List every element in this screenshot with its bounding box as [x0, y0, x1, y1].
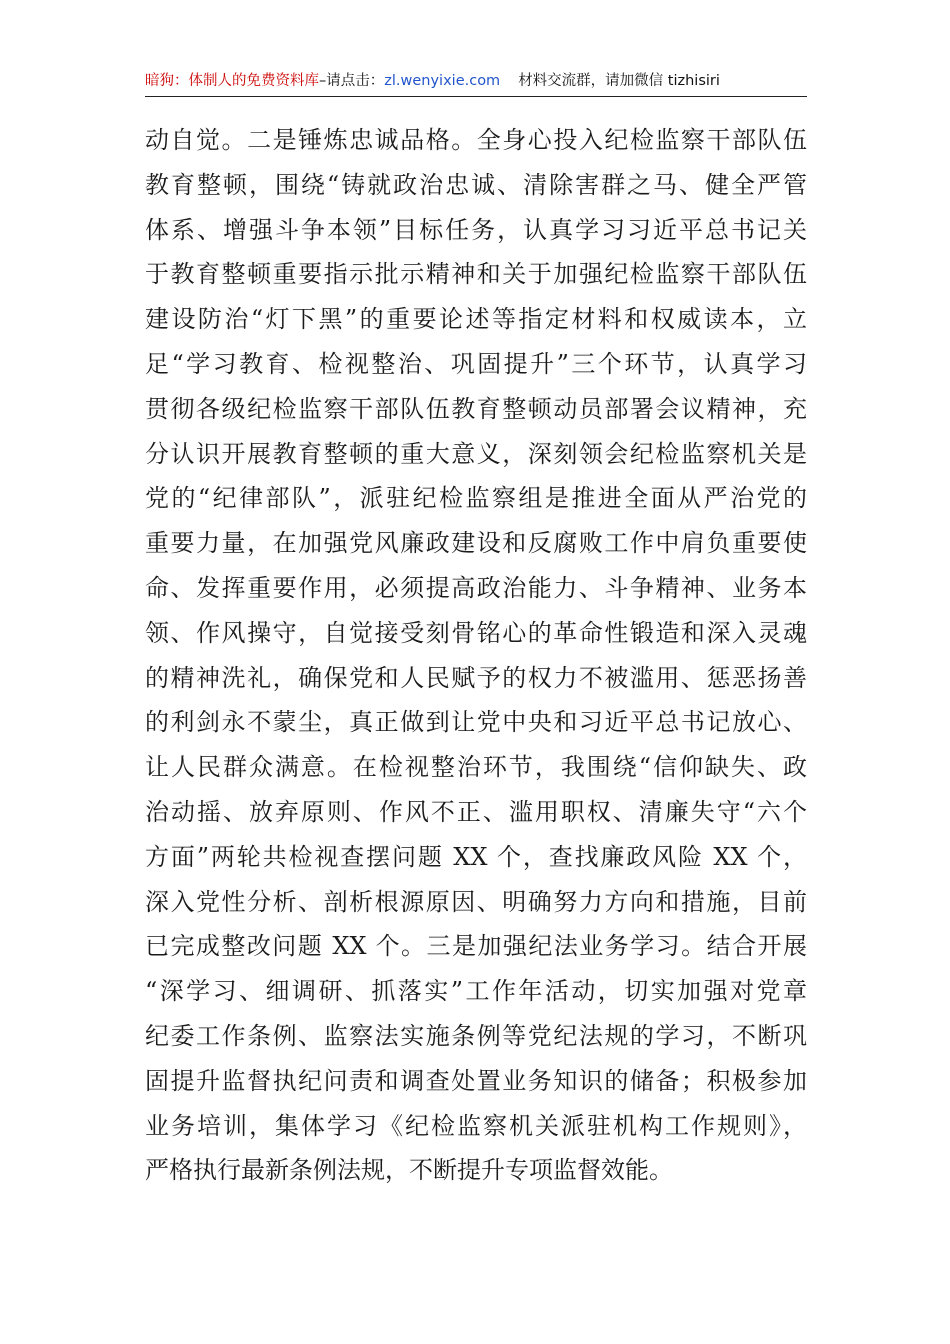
body-line: 的利剑永不蒙尘，真正做到让党中央和习近平总书记放心、 — [145, 708, 807, 737]
body-line: 已完成整改问题 XX 个。三是加强纪法业务学习。结合开展 — [145, 932, 807, 961]
body-line: 教育整顿，围绕“铸就政治忠诚、清除害群之马、健全严管 — [145, 170, 807, 199]
body-line: 领、作风操守，自觉接受刻骨铭心的革命性锻造和深入灵魂 — [145, 618, 807, 647]
header-url-link[interactable]: zl.wenyixie.com — [384, 73, 501, 89]
body-line: 动自觉。二是锤炼忠诚品格。全身心投入纪检监察干部队伍 — [145, 126, 807, 154]
header-contact: 材料交流群，请加微信 tizhisiri — [518, 73, 720, 89]
body-line: 治动摇、放弃原则、作风不正、滥用职权、清廉失守“六个 — [145, 797, 807, 826]
page-header — [145, 66, 807, 97]
body-line: 的精神洗礼，确保党和人民赋予的权力不被滥用、惩恶扬善 — [145, 663, 807, 692]
body-line: 建设防治“灯下黑”的重要论述等指定材料和权威读本，立 — [145, 305, 807, 334]
body-line: “深学习、细调研、抓落实”工作年活动，切实加强对党章 — [145, 977, 807, 1006]
body-line: 体系、增强斗争本领”目标任务，认真学习习近平总书记关 — [145, 215, 807, 244]
body-line: 固提升监督执纪问责和调查处置业务知识的储备；积极参加 — [145, 1066, 807, 1095]
document-body — [145, 118, 807, 1193]
header-click-prompt: –请点击： — [319, 73, 385, 89]
body-line: 贯彻各级纪检监察干部队伍教育整顿动员部署会议精神，充 — [145, 394, 807, 423]
body-line: 重要力量，在加强党风廉政建设和反腐败工作中肩负重要使 — [145, 529, 807, 558]
body-line: 分认识开展教育整顿的重大意义，深刻领会纪检监察机关是 — [145, 439, 807, 468]
body-line: 业务培训，集体学习《纪检监察机关派驻机构工作规则》， — [145, 1111, 807, 1140]
body-line: 深入党性分析、剖析根源原因、明确努力方向和措施，目前 — [145, 887, 807, 916]
body-line: 命、发挥重要作用，必须提高政治能力、斗争精神、业务本 — [145, 573, 807, 602]
header-site-name: 暗狗：体制人的免费资料库 — [145, 73, 319, 89]
body-line: 足“学习教育、检视整治、巩固提升”三个环节，认真学习 — [145, 349, 807, 378]
body-line: 方面”两轮共检视查摆问题 XX 个，查找廉政风险 XX 个， — [145, 842, 807, 871]
body-line: 让人民群众满意。在检视整治环节，我围绕“信仰缺失、政 — [145, 753, 807, 782]
body-line: 严格执行最新条例法规，不断提升专项监督效能。 — [145, 1156, 673, 1185]
body-line: 于教育整顿重要指示批示精神和关于加强纪检监察干部队伍 — [145, 260, 807, 289]
body-line: 纪委工作条例、监察法实施条例等党纪法规的学习，不断巩 — [145, 1021, 807, 1050]
body-line: 党的“纪律部队”，派驻纪检监察组是推进全面从严治党的 — [145, 484, 807, 513]
